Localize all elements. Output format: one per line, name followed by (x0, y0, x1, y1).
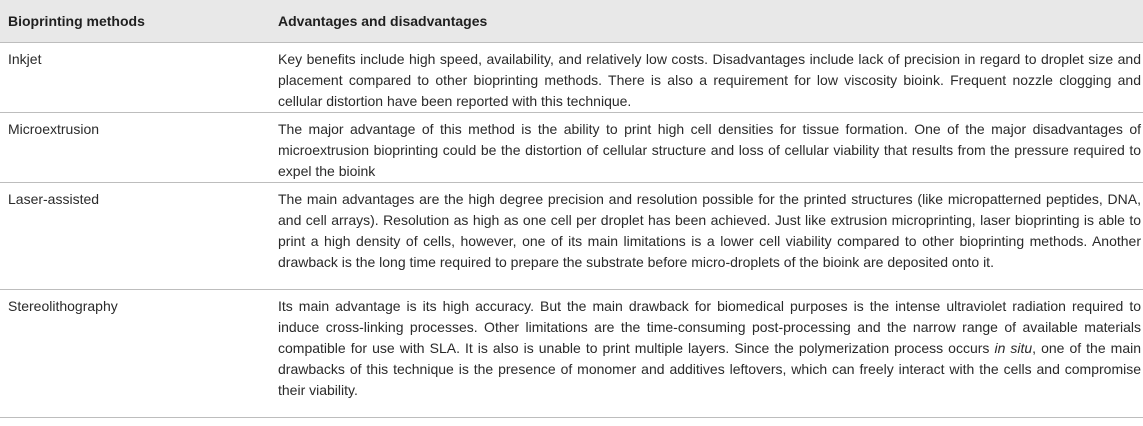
header-row (0, 0, 1143, 43)
method-cell: Laser-assisted (8, 191, 100, 207)
description-cell (278, 290, 1143, 418)
table-row (0, 43, 1143, 113)
description-italic-text: in situ (994, 340, 1033, 356)
table-body (0, 43, 1143, 418)
method-cell: Microextrusion (8, 121, 100, 137)
method-cell: Inkjet (8, 51, 42, 67)
description-text: Its main advantage is its high accuracy. But the main drawback for biomedical purposes is the intense ultraviolet radiation required to induce cross-linking processes. Other limitations are the time-consuming post-processing and the narrow range of available materials compatible for use with SLA. It is also is unable to print multiple layers. Since the polymerization process occurs (278, 298, 1141, 356)
description-cell: The main advantages are the high degree precision and resolution possible for the printed structures (like micropatterned peptides, DNA, and cell arrays). Resolution as high as one cell per droplet has been achieved. Just like extrusion microprinting, laser bioprinting is able to print a high density of cells, however, one of its main limitations is a lower cell viability compared to other bioprinting methods. Another drawback is the long time required to prepare the substrate before micro-droplets of the bioink are deposited onto it. (278, 191, 1141, 270)
description-text: , one of the main drawbacks of this technique is the presence of monomer and additives leftovers, which can freely interact with the cells and compromise their viability. (278, 340, 1142, 398)
description-cell: Key benefits include high speed, availability, and relatively low costs. Disadvantages include lack of precision in regard to droplet size and placement compared to other bioprinting methods. There is also a requirement for low viscosity bioink. Frequent nozzle clogging and cellular distortion have been reported with this technique. (278, 51, 1141, 109)
table-row (0, 113, 1143, 183)
header-description: Advantages and disadvantages (278, 12, 488, 29)
table-row (0, 290, 1143, 418)
table-header (0, 0, 1143, 43)
table-row (0, 183, 1143, 290)
method-cell: Stereolithography (8, 298, 118, 314)
header-method: Bioprinting methods (8, 12, 145, 29)
description-cell: The major advantage of this method is the ability to print high cell densities for tissue formation. One of the major disadvantages of microextrusion bioprinting could be the distortion of cellular structure and loss of cellular viability that results from the pressure required to expel the bioink (278, 121, 1141, 179)
